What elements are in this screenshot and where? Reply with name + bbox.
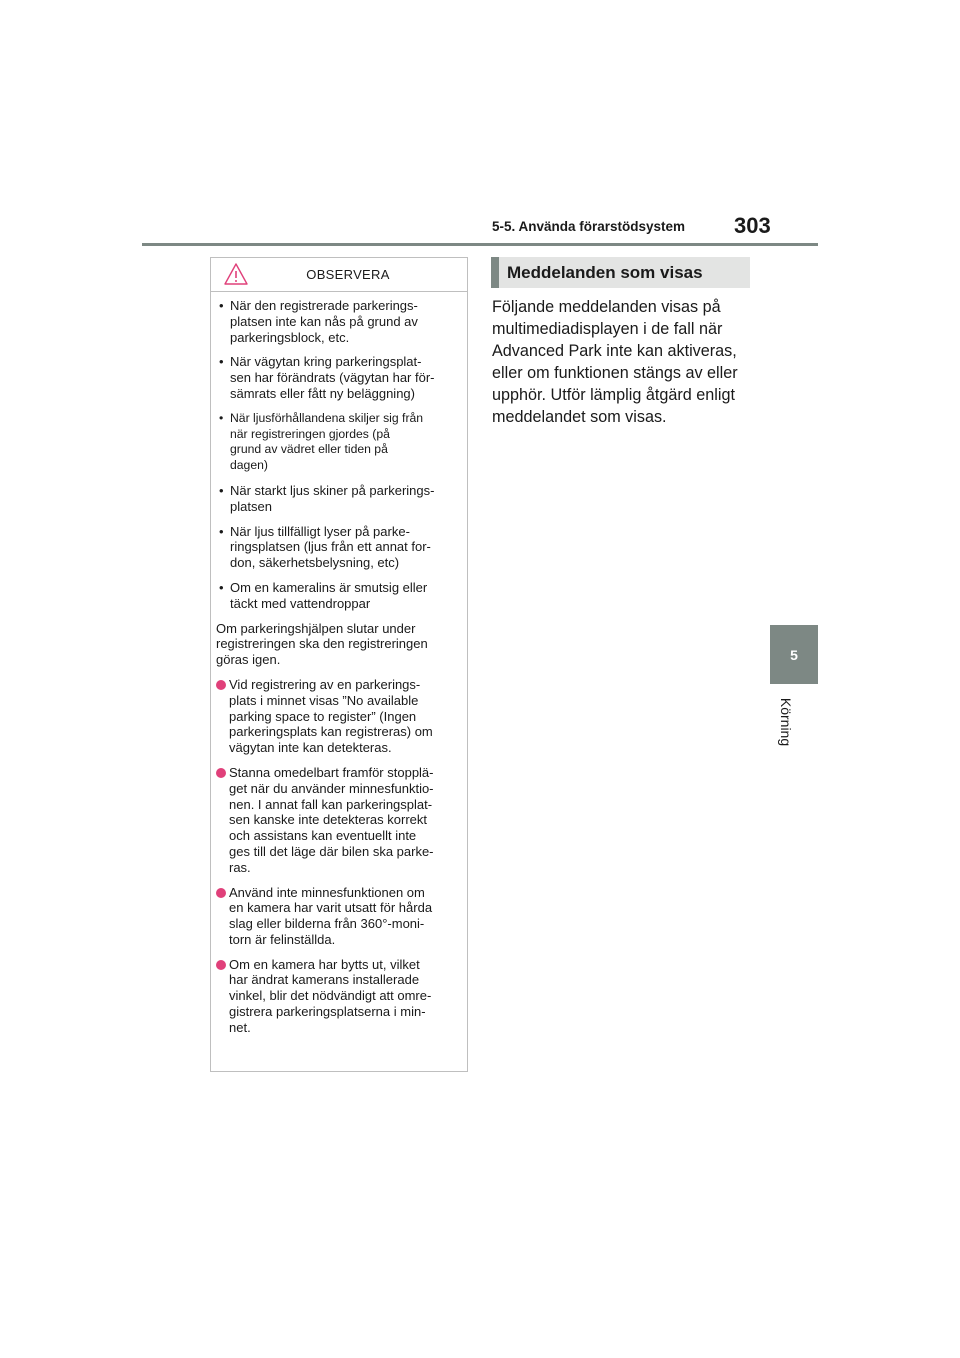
bullet-item: • När vägytan kring parkeringsplat- sen har förändrats (vägytan har för- sämrats eller fått ny beläggning): [216, 354, 461, 401]
chapter-tab: 5: [770, 625, 818, 684]
chapter-label: Körning: [778, 697, 794, 747]
section-header: 5-5. Använda förarstödsystem: [492, 219, 686, 234]
notice-body: [211, 292, 467, 1036]
dot-item: Använd inte minnesfunktionen om en kamera har varit utsatt för hårda slag eller bilderna från 360°-moni- torn är felinställda.: [216, 885, 461, 948]
notice-box: [210, 257, 468, 1072]
section-heading: Meddelanden som visas: [507, 262, 703, 282]
bullet-item: • När starkt ljus skiner på parkerings- platsen: [216, 483, 461, 515]
bullet-item: • När den registrerade parkerings- platsen inte kan nås på grund av parkeringsblock, etc.: [216, 298, 461, 345]
bullet-dot-icon: [216, 680, 226, 690]
dot-item: Om en kamera har bytts ut, vilket har ändrat kamerans installerade vinkel, blir det nödvändigt att omre- gistrera parkeringsplatserna i min- net.: [216, 957, 461, 1036]
notice-header: [211, 258, 467, 292]
bullet-item: • När ljusförhållandena skiljer sig från när registreringen gjordes (på grund av vädret eller tiden på dagen): [216, 411, 461, 474]
notice-bullet-list: [216, 298, 461, 612]
notice-paragraph: Om parkeringshjälpen slutar under registreringen ska den registreringen göras igen.: [216, 620, 428, 668]
bullet-dot-icon: [216, 768, 226, 778]
intro-paragraph: Följande meddelanden visas på multimediadisplayen i de fall när Advanced Park inte kan aktiveras, eller om funktionen stängs av eller upphör. Utför lämplig åtgärd enligt meddelandet som visas.: [492, 298, 738, 426]
warning-triangle-icon: [223, 262, 249, 286]
page-number: 303: [734, 213, 771, 238]
bullet-dot-icon: [216, 960, 226, 970]
bullet-dot-icon: [216, 888, 226, 898]
bullet-item: • När ljus tillfälligt lyser på parke- ringsplatsen (ljus från ett annat for- don, säkerhetsbelysning, etc): [216, 524, 461, 571]
header-rule: [142, 243, 818, 246]
notice-title: OBSERVERA: [306, 267, 390, 282]
section-heading-bar: [491, 257, 750, 288]
dot-item: Stanna omedelbart framför stopplä- get när du använder minnesfunktio- nen. I annat fall kan parkeringsplat- sen kanske inte detekteras korrekt och assistans kan eventuellt inte ges till det läge där bilen ska parke- ras.: [216, 765, 461, 876]
dot-item: Vid registrering av en parkerings- plats i minnet visas ”No available parking space to register” (Ingen parkeringsplats kan registreras) om vägytan inte kan detekteras.: [216, 677, 461, 756]
bullet-item: • Om en kameralins är smutsig eller täckt med vattendroppar: [216, 580, 461, 612]
